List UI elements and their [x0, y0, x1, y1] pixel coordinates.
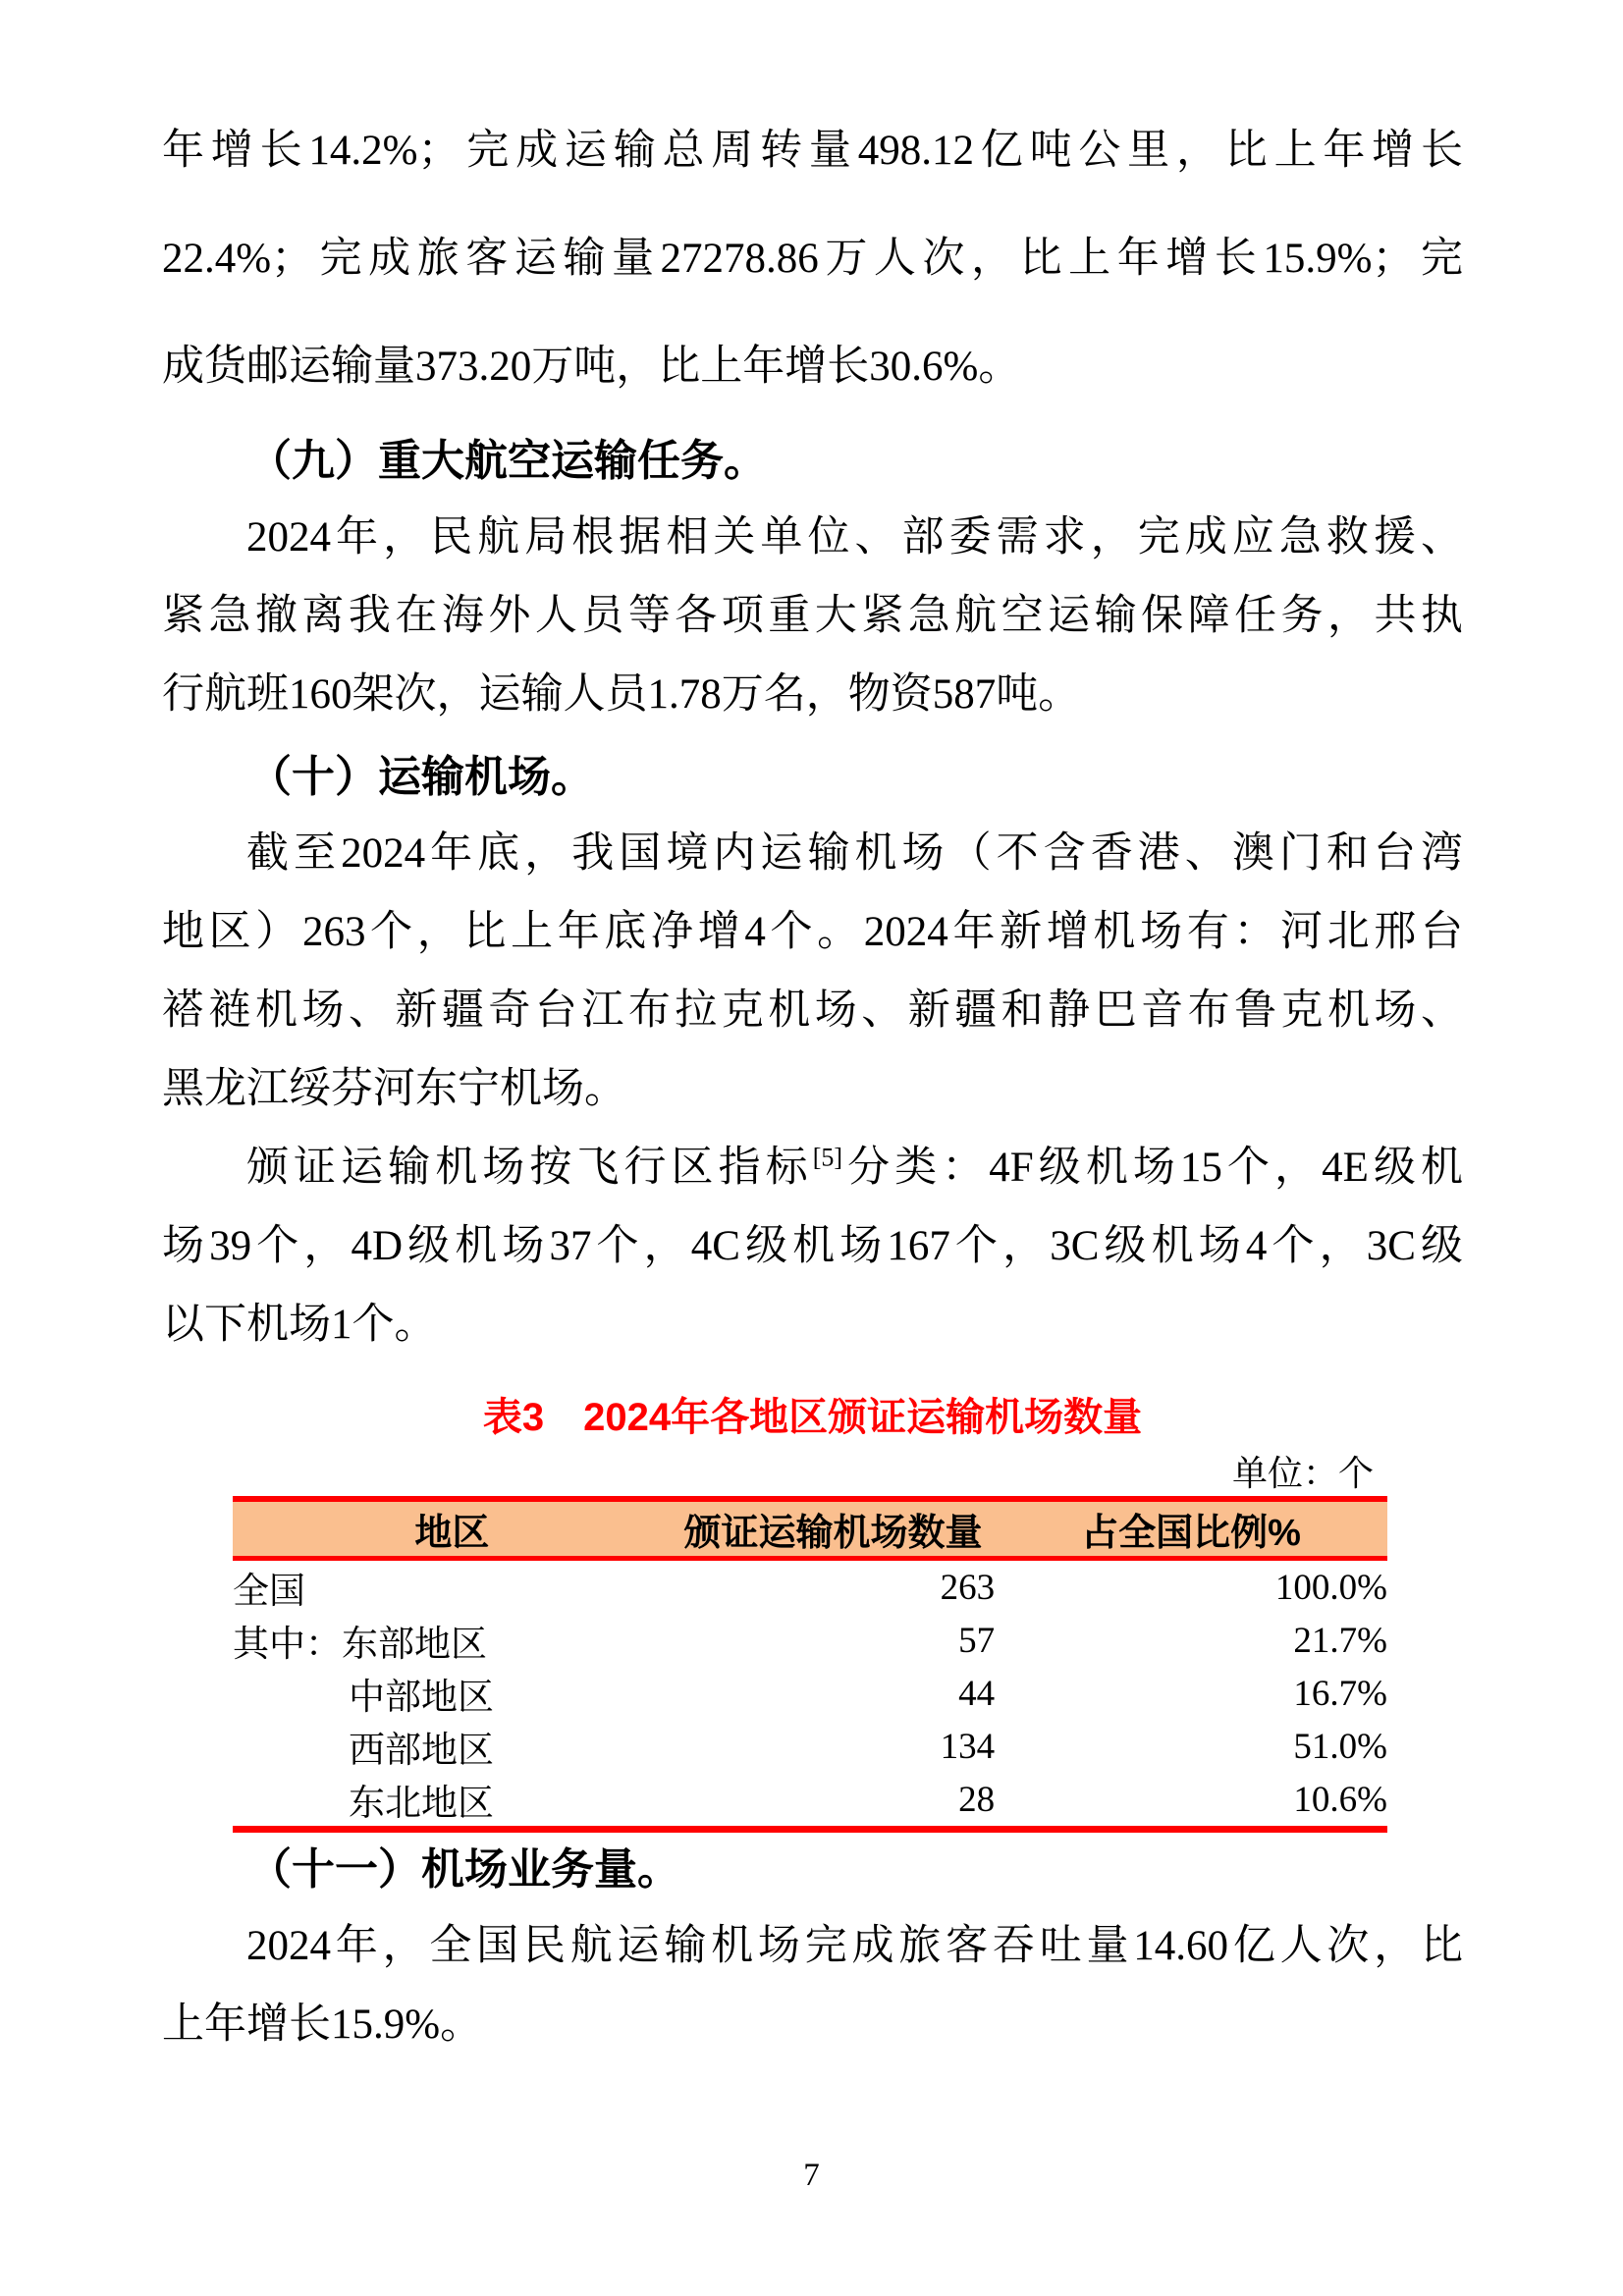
text-line: 地区）263个，比上年底净增4个。2024年新增机场有：河北邢台	[162, 909, 1463, 955]
text-line: 场39个，4D级机场37个，4C级机场167个，3C级机场4个，3C级	[162, 1223, 1463, 1269]
share-cell: 16.7%	[1293, 1673, 1387, 1714]
text-line: 截至2024年底，我国境内运输机场（不含香港、澳门和台湾	[246, 830, 1463, 877]
table-row	[233, 1614, 1387, 1667]
table-row	[233, 1667, 1387, 1720]
page-number: 7	[803, 2158, 820, 2193]
paragraph-airport-classification	[162, 1129, 1463, 1364]
text-line: 褡裢机场、新疆奇台江布拉克机场、新疆和静巴音布鲁克机场、	[162, 988, 1463, 1034]
text-line: 22.4%；完成旅客运输量27278.86万人次，比上年增长15.9%；完	[162, 236, 1463, 282]
paragraph-airports-count	[162, 815, 1463, 1129]
text-line: 紧急撤离我在海外人员等各项重大紧急航空运输保障任务，共执	[162, 593, 1463, 639]
table-row	[233, 1720, 1387, 1773]
airports-by-region-table	[233, 1496, 1387, 1833]
region-cell: 中部地区	[349, 1678, 494, 1718]
paragraph-transport-volume	[162, 97, 1463, 421]
column-header-national-share: 占全国比例%	[1081, 1513, 1301, 1554]
table-header-row	[233, 1499, 1387, 1559]
text-segment: 分类：4F级机场15个，4E级机	[842, 1145, 1463, 1191]
paragraph-airport-throughput	[162, 1907, 1463, 2064]
text-line: 2024年，民航局根据相关单位、部委需求，完成应急救援、	[246, 514, 1463, 561]
text-line: 成货邮运输量373.20万吨，比上年增长30.6%。	[162, 344, 1021, 390]
region-cell: 全国	[233, 1572, 305, 1612]
section-heading-transport-airports: （十）运输机场。	[248, 753, 594, 801]
region-cell: 其中：东部地区	[233, 1625, 487, 1665]
text-line: 黑龙江绥芬河东宁机场。	[162, 1066, 626, 1112]
section-heading-major-air-transport-tasks: （九）重大航空运输任务。	[248, 437, 767, 485]
text-line: 年增长14.2%；完成运输总周转量498.12亿吨公里，比上年增长	[162, 128, 1463, 174]
region-cell: 东北地区	[349, 1784, 494, 1824]
text-line: 行航班160架次，运输人员1.78万名，物资587吨。	[162, 671, 1081, 718]
text-line: 上年增长15.9%。	[162, 2002, 483, 2048]
table-unit-label: 单位：个	[1231, 1454, 1374, 1493]
count-cell: 57	[958, 1620, 996, 1661]
count-cell: 44	[958, 1673, 996, 1714]
share-cell: 10.6%	[1293, 1779, 1387, 1820]
table-row	[233, 1559, 1387, 1615]
text-line: 2024年，全国民航运输机场完成旅客吞吐量14.60亿人次，比	[246, 1923, 1463, 1969]
share-cell: 100.0%	[1274, 1567, 1387, 1608]
column-header-region: 地区	[414, 1513, 490, 1554]
share-cell: 51.0%	[1293, 1726, 1387, 1767]
region-cell: 西部地区	[349, 1731, 494, 1771]
table-row	[233, 1773, 1387, 1830]
count-cell: 263	[940, 1567, 996, 1608]
text-line	[162, 1129, 1463, 1207]
share-cell: 21.7%	[1293, 1620, 1387, 1661]
count-cell: 28	[958, 1779, 996, 1820]
count-cell: 134	[940, 1726, 996, 1767]
table-title: 表3 2024年各地区颁证运输机场数量	[482, 1396, 1143, 1439]
footnote-reference-5: [5]	[812, 1143, 843, 1172]
text-line: 以下机场1个。	[162, 1302, 437, 1348]
column-header-airport-count: 颁证运输机场数量	[683, 1513, 983, 1554]
text-segment: 颁证运输机场按飞行区指标	[246, 1145, 813, 1191]
section-heading-airport-business-volume: （十一）机场业务量。	[248, 1845, 680, 1894]
paragraph-major-tasks	[162, 499, 1463, 734]
